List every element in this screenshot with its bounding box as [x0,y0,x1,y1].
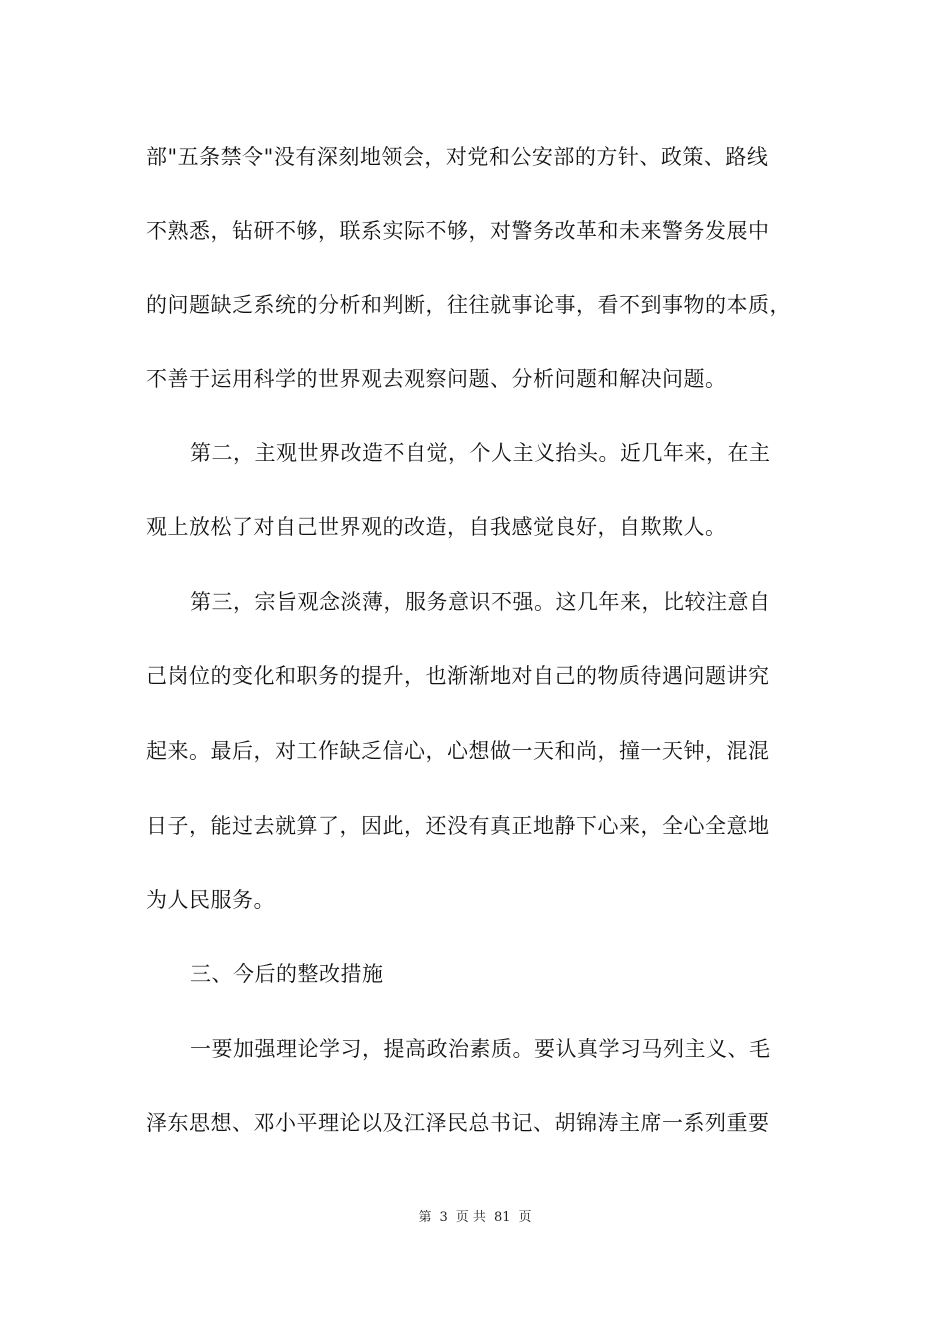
text-line: 日子，能过去就算了，因此，还没有真正地静下心来，全心全意地 [146,814,770,838]
page-footer [0,1208,950,1228]
text-line: 部"五条禁令"没有深刻地领会，对党和公安部的方针、政策、路线 [146,145,769,169]
text-line: 第三，宗旨观念淡薄，服务意识不强。这几年来，比较注意自 [190,590,771,614]
text-line: 一要加强理论学习，提高政治素质。要认真学习马列主义、毛 [190,1037,771,1061]
text-line: 起来。最后，对工作缺乏信心，心想做一天和尚，撞一天钟，混混 [146,739,770,763]
text-line: 的问题缺乏系统的分析和判断，往往就事论事，看不到事物的本质， [146,293,791,317]
text-line: 不善于运用科学的世界观去观察问题、分析问题和解决问题。 [146,367,727,391]
page-label-prefix: 第 [418,1210,432,1225]
page-label-mid: 页 共 [455,1210,486,1225]
page-label-suffix: 页 [518,1210,532,1225]
text-line: 观上放松了对自己世界观的改造，自我感觉良好，自欺欺人。 [146,515,727,539]
current-page-number: 3 [439,1210,448,1225]
text-line: 不熟悉，钻研不够，联系实际不够，对警务改革和未来警务发展中 [146,219,770,243]
text-line: 为人民服务。 [146,888,275,912]
text-line: 己岗位的变化和职务的提升，也渐渐地对自己的物质待遇问题讲究 [146,664,770,688]
text-line: 泽东思想、邓小平理论以及江泽民总书记、胡锦涛主席一系列重要 [146,1111,770,1135]
total-pages-number: 81 [493,1210,511,1225]
section-heading: 三、今后的整改措施 [190,962,384,986]
text-line: 第二，主观世界改造不自觉，个人主义抬头。近几年来，在主 [190,441,771,465]
